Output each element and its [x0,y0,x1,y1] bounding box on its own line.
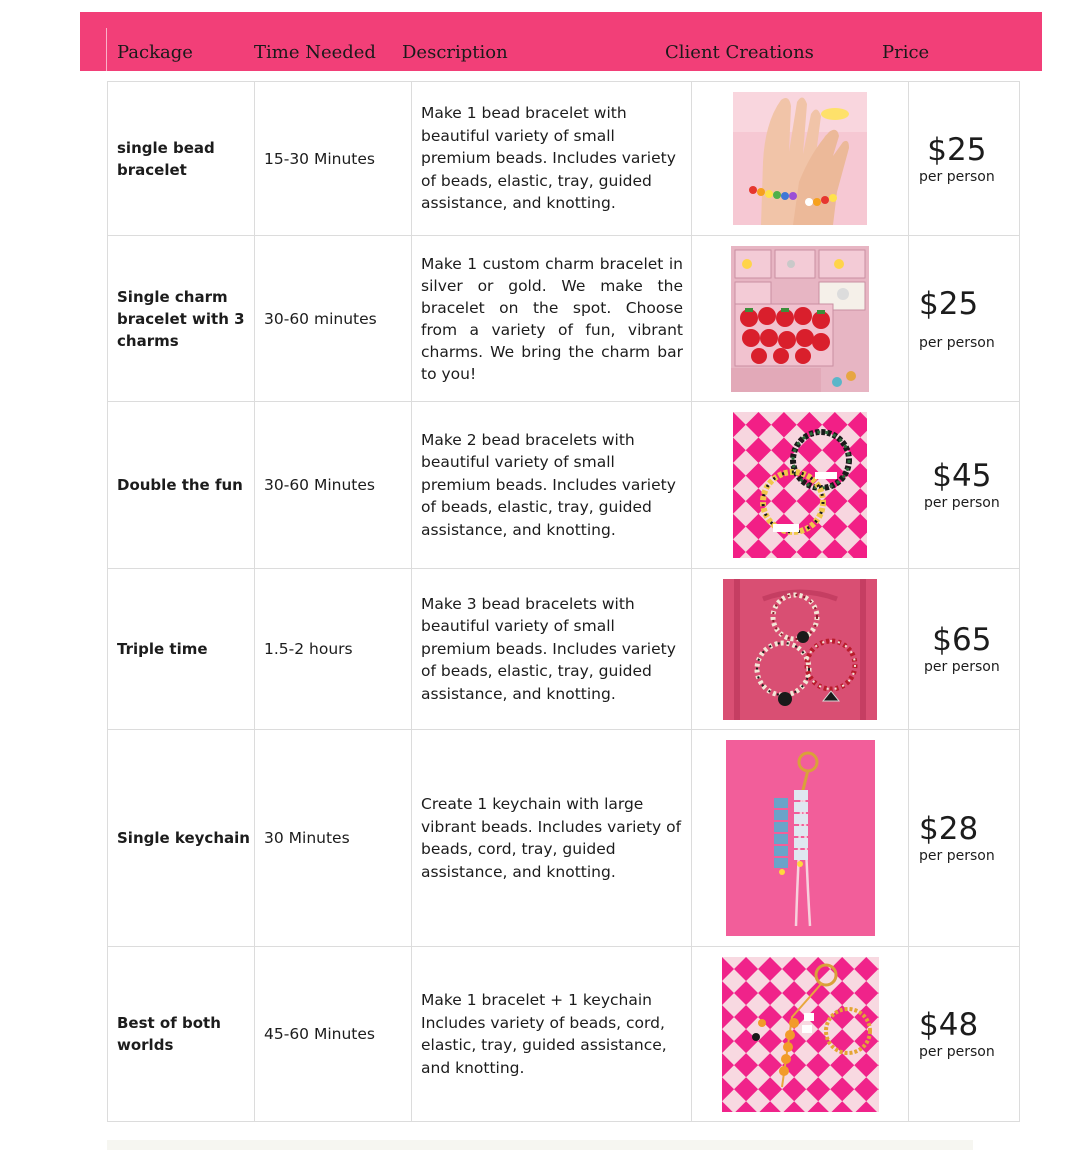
package-name: Single charm bracelet with 3 charms [108,236,255,402]
table-row [108,82,1020,236]
header-price: Price [882,42,930,63]
header-description: Description [402,42,508,63]
package-description: Make 1 bracelet + 1 keychain Includes variety of beads, cord, elastic, tray, guided assistance, and knotting. [412,947,692,1122]
time-needed: 1.5-2 hours [255,569,412,730]
two-bracelets-pink-checkerboard-photo [733,412,867,558]
table-row [108,236,1020,402]
price-block [919,132,995,186]
header-client-creations: Client Creations [665,42,814,63]
price-block [919,811,995,865]
charm-tray-strawberries-photo [731,246,869,392]
three-charm-bracelets-board-photo [723,579,877,720]
package-name: single bead bracelet [108,82,255,236]
package-name: Triple time [108,569,255,730]
price-value: $25 [927,131,987,168]
hands-with-bead-bracelets-photo [733,92,867,225]
price-block [924,622,1000,676]
package-description: Make 2 bead bracelets with beautiful variety of small premium beads. Includes variety of beads, elastic, tray, guided assistance, and knotting. [412,402,692,569]
price-block [924,458,1000,512]
price-unit: per person [919,334,995,351]
price-value: $28 [919,811,979,847]
package-name: Best of both worlds [108,947,255,1122]
package-name: Double the fun [108,402,255,569]
table-row [108,569,1020,730]
package-description: Make 1 custom charm bracelet in silver or gold. We make the bracelet on the spot. Choose from a variety of fun, vibrant charms. We bring the charm bar to you! [412,236,692,402]
price-unit: per person [924,659,1000,675]
header-time-needed: Time Needed [254,42,376,63]
time-needed: 30-60 minutes [255,236,412,402]
time-needed: 30 Minutes [255,730,412,947]
package-description: Make 3 bead bracelets with beautiful variety of small premium beads. Includes variety of beads, elastic, tray, guided assistance, and knotting. [412,569,692,730]
price-value: $45 [932,458,992,494]
price-unit: per person [919,168,995,185]
package-description: Make 1 bead bracelet with beautiful variety of small premium beads. Includes variety of beads, elastic, tray, guided assistance, and knotting. [412,82,692,236]
price-value: $65 [932,622,992,658]
price-value: $25 [919,285,979,322]
price-unit: per person [919,848,995,864]
footer-strip [107,1140,973,1150]
package-description: Create 1 keychain with large vibrant beads. Includes variety of beads, cord, tray, guided assistance, and knotting. [412,730,692,947]
time-needed: 30-60 Minutes [255,402,412,569]
bracelet-and-keychain-checkerboard-photo [722,957,879,1112]
table-row [108,402,1020,569]
price-unit: per person [919,1044,995,1060]
table-row [108,947,1020,1122]
header-divider [106,28,107,71]
time-needed: 15-30 Minutes [255,82,412,236]
time-needed: 45-60 Minutes [255,947,412,1122]
price-block [919,286,995,352]
price-block [919,1007,995,1061]
letter-bead-keychain-pink-photo [726,740,875,936]
pricing-table [107,81,1020,1122]
header-package: Package [117,42,193,63]
price-value: $48 [919,1007,979,1043]
table-row [108,730,1020,947]
table-header-bar [80,12,1042,71]
price-unit: per person [924,495,1000,511]
package-name: Single keychain [108,730,255,947]
